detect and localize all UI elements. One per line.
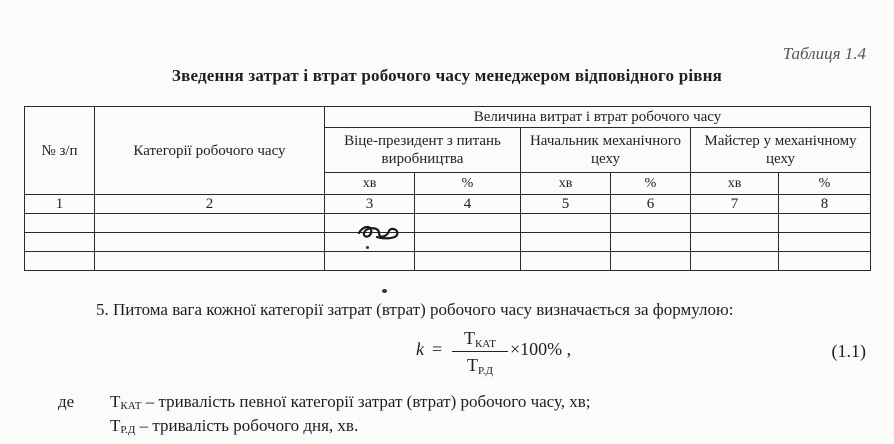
header-role-foreman: Майстер у механічному цеху	[691, 128, 871, 173]
empty-cell	[521, 252, 611, 271]
formula-fraction	[452, 327, 508, 376]
unit-cell: хв	[691, 173, 779, 195]
empty-cell	[415, 252, 521, 271]
formula-intro-paragraph: 5. Питома вага кожної категорії затрат (втрат) робочого часу визначається за формулою:	[96, 300, 734, 319]
where-label: де	[58, 392, 75, 411]
formula-denominator: $Т_{Р.Д}$	[467, 355, 493, 377]
empty-cell	[691, 214, 779, 233]
unit-cell: %	[779, 173, 871, 195]
number-cell: 5	[521, 195, 611, 214]
unit-cell: %	[611, 173, 691, 195]
empty-cell	[95, 233, 325, 252]
formula-equals: =	[432, 339, 443, 359]
empty-cell	[611, 214, 691, 233]
empty-cell	[521, 214, 611, 233]
header-role-shop-chief: Начальник механічного цеху	[521, 128, 691, 173]
number-cell: 4	[415, 195, 521, 214]
number-cell: 7	[691, 195, 779, 214]
empty-cell	[25, 214, 95, 233]
numbering-row	[25, 195, 871, 214]
empty-cell	[95, 252, 325, 271]
empty-cell	[611, 252, 691, 271]
table-row	[25, 214, 871, 233]
fraction-bar	[452, 351, 508, 352]
empty-cell	[325, 252, 415, 271]
number-cell: 6	[611, 195, 691, 214]
header-role-vice-president: Віце-президент з питань виробництва	[325, 128, 521, 173]
equation-number: (1.1)	[831, 341, 866, 361]
empty-cell	[691, 252, 779, 271]
number-cell: 3	[325, 195, 415, 214]
empty-cell	[415, 214, 521, 233]
empty-cell	[25, 233, 95, 252]
unit-cell: хв	[325, 173, 415, 195]
unit-cell: %	[415, 173, 521, 195]
formula-multiplier: ×100% ,	[510, 339, 572, 359]
table-row	[25, 233, 871, 252]
empty-cell	[521, 233, 611, 252]
ink-dot	[382, 289, 387, 293]
empty-cell	[25, 252, 95, 271]
empty-cell	[779, 233, 871, 252]
empty-cell	[779, 214, 871, 233]
handwritten-scribble	[353, 219, 403, 243]
definition-t-cat: $Т_{КАТ}$ – тривалість певної категорії затрат (втрат) робочого часу, хв;	[110, 392, 591, 412]
empty-cell	[611, 233, 691, 252]
header-group: Величина витрат і втрат робочого часу	[325, 107, 871, 128]
unit-cell: хв	[521, 173, 611, 195]
empty-cell	[415, 233, 521, 252]
table-caption: Таблиця 1.4	[782, 44, 866, 63]
formula-lhs: k	[416, 339, 424, 359]
number-cell: 1	[25, 195, 95, 214]
empty-cell	[691, 233, 779, 252]
formula-numerator: $Т_{КАТ}$	[463, 328, 497, 350]
number-cell: 8	[779, 195, 871, 214]
empty-cell	[779, 252, 871, 271]
header-category: Категорії робочого часу	[95, 107, 325, 195]
number-cell: 2	[95, 195, 325, 214]
ink-dot	[366, 246, 369, 249]
formula	[416, 327, 616, 377]
working-time-table	[24, 106, 871, 271]
table-title: Зведення затрат і втрат робочого часу менеджером відповідного рівня	[171, 66, 723, 85]
header-number: № з/п	[25, 107, 95, 195]
table-row	[25, 252, 871, 271]
empty-cell	[95, 214, 325, 233]
definition-t-rd: $Т_{Р.Д}$ – тривалість робочого дня, хв.	[110, 416, 359, 436]
